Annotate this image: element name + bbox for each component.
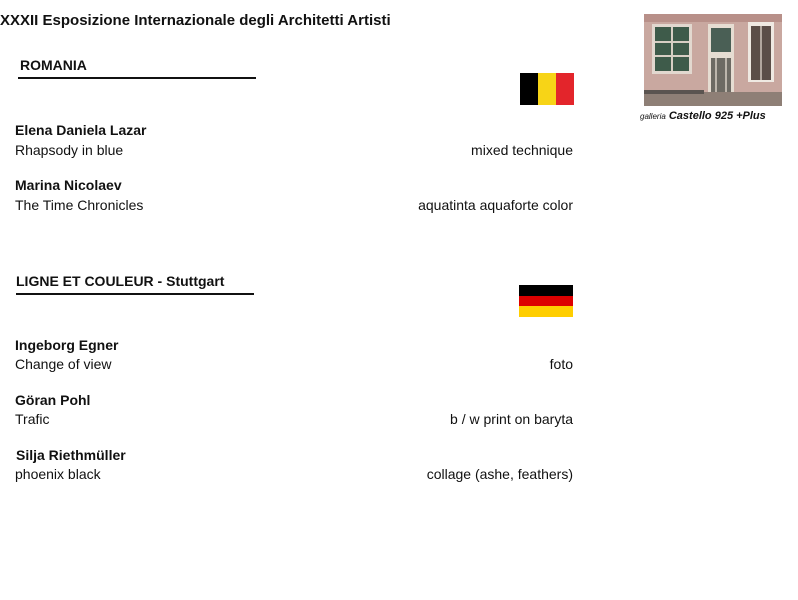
section-heading-ligne-et-couleur: LIGNE ET COULEUR - Stuttgart [16,273,225,289]
work-title: Change of view [15,356,112,372]
work-technique: mixed technique [471,142,573,158]
flag-band [519,285,573,296]
flag-band [538,73,556,105]
flag-band [520,73,538,105]
work-title: The Time Chronicles [15,197,144,213]
flag-icon [520,73,574,105]
gallery-caption-name: Castello 925 +Plus [668,110,766,122]
artist-name: Göran Pohl [15,392,91,408]
work-technique: aquatinta aquaforte color [418,197,573,213]
flag-band [519,306,573,317]
work-technique: collage (ashe, feathers) [426,466,573,482]
artist-name: Ingeborg Egner [15,337,119,353]
flag-band [556,73,574,105]
page-title: XXXII Esposizione Internazionale degli Architetti Artisti [0,12,391,29]
flag-band [519,296,573,307]
work-title: phoenix black [15,466,101,482]
section-underline [18,77,256,79]
gallery-caption [640,110,766,122]
artist-name: Marina Nicolaev [15,177,122,193]
gallery-building-photo [644,14,782,106]
section-underline [16,293,254,295]
gallery-caption-prefix: galleria [640,112,666,121]
artist-name: Elena Daniela Lazar [15,122,147,138]
work-title: Trafic [15,411,50,427]
work-technique: b / w print on baryta [450,411,573,427]
work-title: Rhapsody in blue [15,142,124,158]
section-heading-romania: ROMANIA [20,57,87,73]
flag-icon [519,285,573,317]
work-technique: foto [549,356,573,372]
artist-name: Silja Riethmüller [16,447,126,463]
